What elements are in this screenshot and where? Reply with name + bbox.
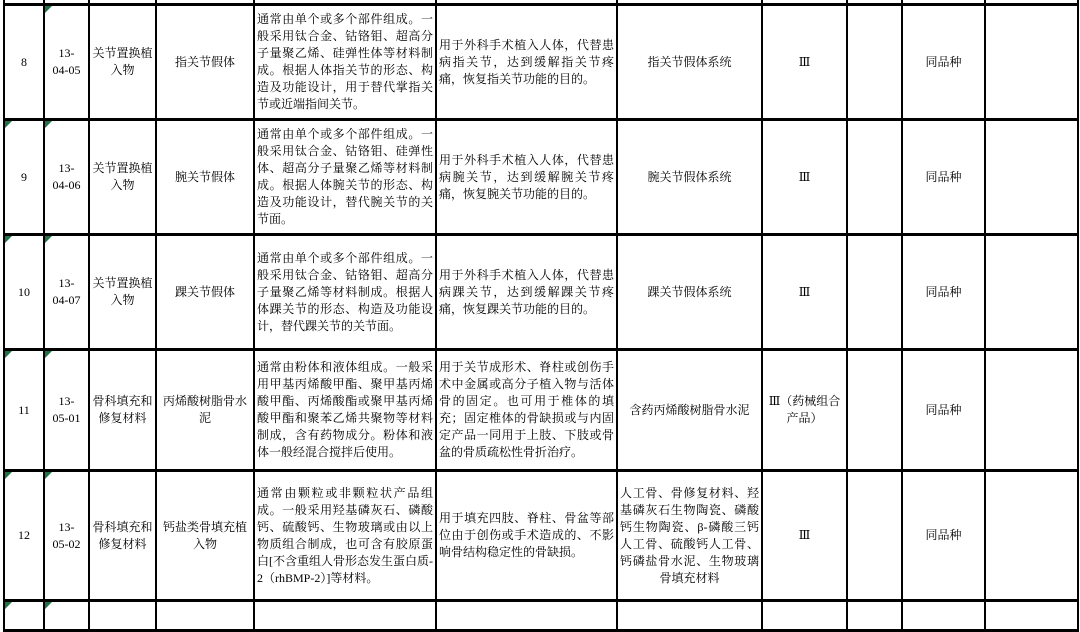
empty-a-cell[interactable] [847,601,902,631]
code-cell[interactable] [44,601,89,631]
catalog-table-container [3,0,1079,632]
category-cell[interactable] [89,350,156,471]
category-cell[interactable] [89,235,156,350]
cell-error-indicator-icon [5,472,12,479]
code-cell[interactable] [44,235,89,350]
empty-b-cell[interactable] [985,5,1078,120]
product-name-cell[interactable] [156,350,254,471]
code-line: 13- [58,161,75,175]
example-products-cell[interactable] [617,120,762,235]
intended-use-cell[interactable] [436,350,617,471]
category-cell[interactable] [89,120,156,235]
code-cell[interactable] [44,120,89,235]
management-class-cell[interactable] [762,350,847,471]
evaluation-path-cell[interactable] [902,471,985,601]
category-text: 关节置换植入物 [92,161,153,192]
example-products-cell[interactable] [617,471,762,601]
evaluation-path-text: 同品种 [925,54,962,69]
row-number-cell[interactable] [4,5,44,120]
evaluation-path-cell[interactable] [902,5,985,120]
intended-use-text: 用于外科手术植入人体，代替患病踝关节，达到缓解踝关节疼痛，恢复踝关节功能的目的。 [439,267,614,316]
product-name-text: 指关节假体 [174,54,235,69]
management-class-text: Ⅲ [798,284,811,299]
catalog-table [3,0,1079,632]
cell-error-indicator-icon [5,602,12,609]
management-class-cell[interactable] [762,471,847,601]
product-name-cell[interactable] [156,235,254,350]
empty-a-cell[interactable] [847,120,902,235]
product-name-cell[interactable] [156,120,254,235]
bottom-partial-row [4,601,1078,631]
category-text: 关节置换植入物 [92,46,153,77]
product-name-cell[interactable] [156,471,254,601]
code-cell[interactable] [44,471,89,601]
code-cell[interactable] [44,350,89,471]
evaluation-path-text: 同品种 [925,169,962,184]
evaluation-path-cell[interactable] [902,601,985,631]
intended-use-text: 用于外科手术植入人体，代替患病指关节，达到缓解指关节疼痛，恢复指关节功能的目的。 [439,37,614,86]
cell-error-indicator-icon [5,236,12,243]
management-class-cell[interactable] [762,235,847,350]
empty-b-cell[interactable] [985,601,1078,631]
row-number-cell[interactable] [4,601,44,631]
product-name-cell[interactable] [156,5,254,120]
cell-error-indicator-icon [5,351,12,358]
example-products-text: 指关节假体系统 [647,54,732,69]
code-cell[interactable] [44,5,89,120]
row-number-cell[interactable] [4,471,44,601]
table-row [4,120,1078,235]
cell-error-indicator-icon [45,602,52,609]
row-number-cell[interactable] [4,235,44,350]
category-text: 骨科填充和修复材料 [92,519,153,551]
management-class-cell[interactable] [762,601,847,631]
table-row [4,471,1078,601]
empty-a-cell[interactable] [847,235,902,350]
example-products-text: 含药丙烯酸树脂骨水泥 [629,402,750,417]
intended-use-cell[interactable] [436,235,617,350]
row-number-text: 8 [21,54,27,69]
description-text: 通常由单个或多个部件组成。一般采用钛合金、钴铬钼、硅弹性体、超高分子量聚乙烯等材料制成。根据人体腕关节的形态、构造及功能设计，替代腕关节的关节面。 [257,127,433,226]
intended-use-text: 用于外科手术植入人体，代替患病腕关节，达到缓解腕关节疼痛，恢复腕关节功能的目的。 [439,152,614,201]
empty-a-cell[interactable] [847,471,902,601]
empty-b-cell[interactable] [985,471,1078,601]
description-cell[interactable] [254,235,436,350]
cell-error-indicator-icon [5,121,12,128]
row-number-cell[interactable] [4,350,44,471]
code-line: 05-01 [52,411,81,425]
row-number-text: 12 [18,528,30,542]
example-products-cell[interactable] [617,601,762,631]
category-cell[interactable] [89,5,156,120]
category-text: 骨科填充和修复材料 [92,394,153,425]
intended-use-cell[interactable] [436,5,617,120]
code-line: 04-07 [52,293,81,307]
row-number-cell[interactable] [4,120,44,235]
example-products-cell[interactable] [617,235,762,350]
example-products-cell[interactable] [617,350,762,471]
description-cell[interactable] [254,601,436,631]
product-name-text: 踝关节假体 [174,284,235,299]
description-cell[interactable] [254,5,436,120]
management-class-cell[interactable] [762,5,847,120]
table-row [4,5,1078,120]
example-products-text: 踝关节假体系统 [647,284,732,299]
cell-error-indicator-icon [45,236,52,243]
catalog-table-body [4,0,1078,631]
code-line: 04-05 [52,63,81,77]
category-text: 关节置换植入物 [92,276,153,307]
category-cell[interactable] [89,601,156,631]
empty-b-cell[interactable] [985,235,1078,350]
code-line: 13- [58,519,75,534]
description-text: 通常由颗粒或非颗粒状产品组成。一般采用羟基磷灰石、磷酸钙、硫酸钙、生物玻璃或由以上物质组合制成，也可含有胶原蛋白[不含重组人骨形态发生蛋白质-2（rhBMP-2）]等材料。 [257,485,433,585]
management-class-text: Ⅲ [798,528,811,542]
evaluation-path-text: 同品种 [925,284,962,299]
example-products-text: 人工骨、骨修复材料、羟基磷灰石生物陶瓷、磷酸钙生物陶瓷、β-磷酸三钙人工骨、硫酸钙人工骨、钙磷盐骨水泥、生物玻璃骨填充材料 [620,485,759,585]
table-row [4,350,1078,471]
description-text: 通常由单个或多个部件组成。一般采用钛合金、钴铬钼、超高分子量聚乙烯、硅弹性体等材料制成。根据人体指关节的形态、构造及功能设计，用于替代掌指关节或近端指间关节。 [257,12,433,111]
code-line: 04-06 [52,178,81,192]
product-name-text: 钙盐类骨填充植入物 [162,519,247,551]
example-products-cell[interactable] [617,5,762,120]
description-cell[interactable] [254,350,436,471]
management-class-cell[interactable] [762,120,847,235]
table-row [4,235,1078,350]
management-class-text: Ⅲ [798,54,811,69]
description-cell[interactable] [254,120,436,235]
cell-error-indicator-icon [45,6,52,13]
example-products-text: 腕关节假体系统 [647,169,732,184]
intended-use-text: 用于关节成形术、脊柱或创伤手术中金属或高分子植入物与活体骨的固定。也可用于椎体的填充；固定椎体的骨缺损或与内固定产品一同用于上肢、下肢或骨盆的骨质疏松性骨折治疗。 [439,360,614,459]
description-cell[interactable] [254,471,436,601]
intended-use-cell[interactable] [436,601,617,631]
product-name-text: 腕关节假体 [174,169,235,184]
empty-a-cell[interactable] [847,350,902,471]
intended-use-text: 用于填充四肢、脊柱、骨盆等部位由于创伤或手术造成的、不影响骨结构稳定性的骨缺损。 [439,511,614,559]
evaluation-path-cell[interactable] [902,120,985,235]
management-class-text: Ⅲ [798,169,811,184]
evaluation-path-text: 同品种 [925,402,962,417]
empty-b-cell[interactable] [985,350,1078,471]
evaluation-path-text: 同品种 [925,528,962,542]
cell-error-indicator-icon [45,351,52,358]
code-line: 13- [58,394,75,408]
evaluation-path-cell[interactable] [902,350,985,471]
description-text: 通常由粉体和液体组成。一般采用甲基丙烯酸甲酯、聚甲基丙烯酸甲酯、丙烯酸酯或聚甲基丙烯酸甲酯和聚苯乙烯共聚物等材料制成，含有药物成分。粉体和液体一般经混合搅拌后使用。 [257,360,433,459]
code-line: 13- [58,276,75,290]
row-number-text: 10 [18,284,30,299]
category-cell[interactable] [89,471,156,601]
evaluation-path-cell[interactable] [902,235,985,350]
code-line: 13- [58,46,75,60]
cell-error-indicator-icon [45,472,52,479]
product-name-text: 丙烯酸树脂骨水泥 [162,394,247,425]
empty-b-cell[interactable] [985,120,1078,235]
description-text: 通常由单个或多个部件组成。一般采用钛合金、钴铬钼、超高分子量聚乙烯等材料制成。根据人体踝关节的形态、构造及功能设计，替代踝关节的关节面。 [257,250,433,333]
code-line: 05-02 [52,536,81,551]
empty-a-cell[interactable] [847,5,902,120]
intended-use-cell[interactable] [436,471,617,601]
management-class-text: Ⅲ（药械组合产品） [768,394,841,425]
row-number-text: 11 [18,402,30,417]
product-name-cell[interactable] [156,601,254,631]
cell-error-indicator-icon [45,121,52,128]
intended-use-cell[interactable] [436,120,617,235]
row-number-text: 9 [21,169,27,184]
